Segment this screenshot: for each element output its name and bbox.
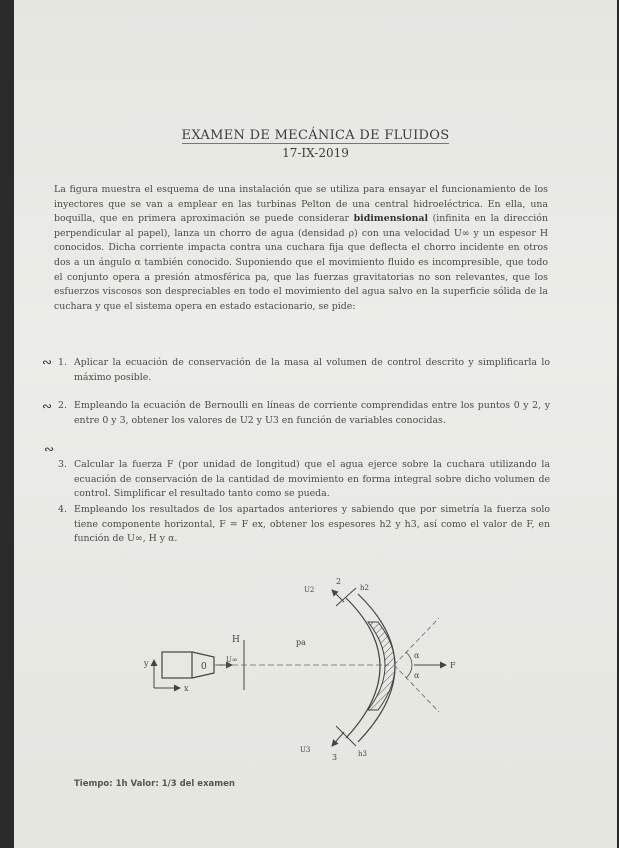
question-number: 2. — [58, 400, 67, 411]
label-h: H — [232, 635, 240, 645]
handwritten-mark-3: ∾ — [44, 442, 55, 456]
angle-arc-lower — [406, 665, 412, 678]
outlet-3-section — [336, 726, 356, 746]
label-3: 3 — [332, 753, 338, 762]
nozzle-bucket-diagram — [114, 570, 494, 765]
question-number: 3. — [58, 459, 67, 470]
question-text: Calcular la fuerza F (por unidad de longitud) que el agua ejerce sobre la cuchara utilizando la ecuación de conservación de la cantidad de movimiento en forma integral sobre dicho volumen de control. Simplificar el resultado tanto como se pueda. — [74, 459, 550, 500]
handwritten-mark-2: ∾ — [42, 399, 53, 413]
intro-bold: bidimensional — [353, 213, 429, 225]
exam-sheet — [14, 0, 617, 848]
label-u-inf: U∞ — [226, 656, 238, 664]
label-x: x — [184, 684, 189, 693]
handwritten-mark-1: ∾ — [42, 355, 53, 369]
label-h2: h2 — [360, 584, 369, 592]
question-number: 1. — [58, 357, 67, 368]
label-zero: 0 — [201, 662, 207, 672]
intro-paragraph: La figura muestra el esquema de una instalación que se utiliza para ensayar el funcionamiento de los inyectores que se van a emplear en las turbinas Pelton de una central hidroeléctrica. En ella, una boquilla, que en primera aproximación se puede considerar bidimensional (infinita en la dirección perpendicular al papel), lanza un chorro de agua (densidad ρ) con una velocidad U∞ y un espesor H conocidos. Dicha corriente impacta contra una cuchara fija que deflecta el chorro incidente en otros dos a un ángulo α también conocido. Suponiendo que el movimiento fluido es incompresible, que todo el conjunto opera a presión atmosférica pa, que las fuerzas gravitatorias no son relevantes, que los esfuerzos viscosos son despreciables en todo el movimiento del agua salvo en la superficie sólida de la cuchara y que el sistema opera en estado estacionario, se pide: — [54, 184, 548, 312]
label-pa: pa — [296, 638, 306, 647]
label-h3: h3 — [358, 750, 367, 758]
angle-arc-upper — [406, 652, 412, 665]
bucket-outer-curve — [346, 598, 380, 738]
label-u2: U2 — [304, 586, 315, 594]
outlet-3-arrow — [332, 732, 344, 746]
question-text: Empleando la ecuación de Bernoulli en líneas de corriente comprendidas entre los puntos 0 y 2, y entre 0 y 3, obtener los valores de U2 y U3 en función de variables conocidas. — [74, 400, 550, 426]
label-u3: U3 — [300, 746, 311, 754]
nozzle-body — [162, 652, 192, 678]
question-text: Aplicar la ecuación de conservación de la masa al volumen de control descrito y simplificarla lo máximo posible. — [74, 357, 550, 383]
exam-title: EXAMEN DE MECÁNICA DE FLUIDOS — [181, 128, 450, 143]
question-number: 4. — [58, 504, 67, 515]
exam-date: 17-IX-2019 — [282, 146, 349, 160]
label-alpha-upper: α — [414, 651, 420, 660]
label-alpha-lower: α — [414, 671, 420, 680]
question-text: Empleando los resultados de los apartados anteriores y sabiendo que por simetría la fuerza solo tiene componente horizontal, F = F ex, obtener los espesores h2 y h3, así como el valor de F, en función de U∞, H y α. — [74, 504, 550, 545]
label-f: F — [450, 661, 456, 670]
label-2: 2 — [336, 577, 342, 586]
bucket-solid — [368, 622, 395, 710]
footer-time-value: Tiempo: 1h Valor: 1/3 del examen — [74, 779, 235, 789]
label-y: y — [144, 659, 149, 668]
